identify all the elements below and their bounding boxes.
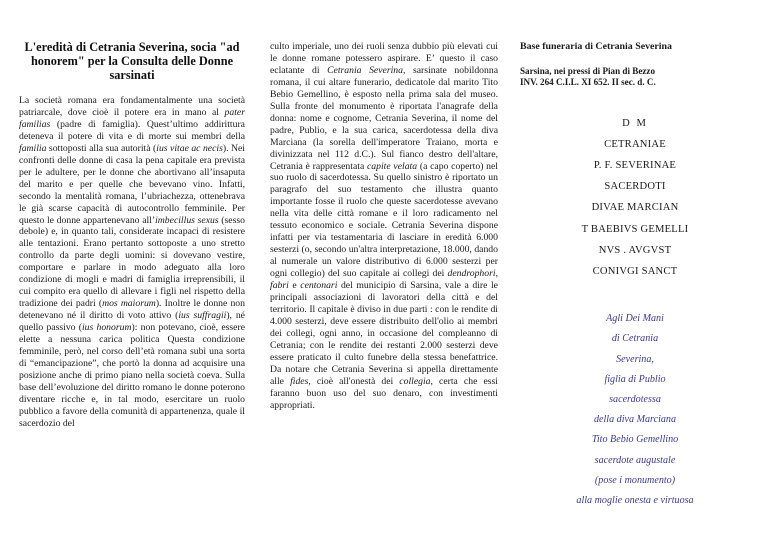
- inscription-line: D M: [622, 117, 648, 129]
- text-run: ). Inoltre le donne non detenevano né il diritto di voto attivo (: [19, 298, 245, 322]
- artifact-details: [520, 66, 750, 89]
- translation-line: Agli Dei Mani: [606, 313, 664, 325]
- latin-term: ius suffragii: [178, 310, 227, 322]
- translation-line: Tito Bebio Gemellino: [591, 434, 679, 446]
- latin-term: fabri: [270, 280, 289, 292]
- latin-term: mos maiorum: [102, 298, 156, 310]
- translation-line: sacerdotessa: [609, 394, 661, 406]
- text-run: (sesso debole) e, in quanto tali, considerate incapaci di resistere alle tentazioni. Erano pertanto sottoposte a uno stretto controllo da parte degli uomini: si dovevano vestire, comportare e parlare in modo adeguato alla loro condizione di mogli e madri di famiglia irreprensibili, il cui compito era quello di allevare i figli nel rispetto della tradizione dei padri (: [19, 214, 245, 310]
- text-run: sottoposti alla sua autorità (: [46, 142, 157, 154]
- intro-paragraph: [19, 95, 245, 430]
- text-run: , sarsinate nobildonna romana, il cui altare funerario, dedicatole dal marito Tito Bebio Gemellino, è esposto nella prima sala del museo. Sulla fronte del monumento è riportata l'anagrafe della donna: nome e cognome, Cetrania Severina, il nome del padre, Publio, e la sua carica, sacerdotessa della diva Marciana (la sorella dell'imperatore Traiano, morta e divinizzata nel 112 d.C.). Sul fianco destro dell'altare, Cetrania è rappresentata: [270, 64, 499, 172]
- inscription-line: T BAEBIVS GEMELLI: [581, 223, 689, 235]
- text-run: ), né quello passivo (: [19, 310, 245, 334]
- latin-term: familia: [19, 142, 47, 154]
- latin-term: ius honorum: [81, 322, 132, 334]
- translation-line: Severina,: [616, 353, 654, 365]
- inscription-line: CONIVGI SANCT: [592, 266, 678, 278]
- translation-line: di Cetrania: [611, 333, 659, 345]
- text-run: e: [288, 280, 301, 292]
- column-middle: [270, 0, 498, 412]
- inscription-line: P. F. SEVERINAE: [593, 160, 677, 171]
- text-run: La società romana era fondamentalmente una società patriarcale, dove cioè il potere era in mano al: [19, 95, 245, 118]
- text-run: ): non potevano, cioè, essere elette a nessuna carica politica Questa condizione femminile, però, nel corso dell’età romana subì una sorta di “emancipazione”, che portò la donna ad acquisire una posizione anche di primo piano nella società coeva. Sulla base dell’evoluzione del diritto romano le donne poterono diventare ricche e, in tal modo, esercitare un ruolo pubblico a favore della comunità di appartenenza, quale il sacerdozio del: [19, 322, 245, 429]
- translation-line: (pose i monumento): [594, 474, 676, 486]
- latin-term: pater familias: [19, 106, 245, 130]
- latin-term: Cetrania Severina: [327, 64, 403, 76]
- latin-term: imbecillus sexus: [155, 214, 219, 226]
- translation-line: della diva Marciana: [593, 414, 677, 426]
- text-run: , cioè all'onestà dei: [308, 375, 400, 387]
- latin-term: dendrophori: [447, 268, 496, 280]
- text-run: del municipio di Sarsina, vale a dire le principali associazioni di lavoratori della città e del territorio. Il capitale è diviso in due parti : con le rendite di 4.000 sesterzi, deve essere distribuito dell'olio ai membri dei collegi, ogni anno, in occasione del compleanno di Cetrania; con le rendite dei restanti 2.000 sesterzi deve essere praticato il culto funebre della stessa benefattrice. Da notare che Cetrania Severina si appella direttamente alle: [270, 280, 498, 387]
- latin-term: fides: [290, 375, 309, 387]
- latin-term: collegia: [399, 375, 431, 387]
- inscription-line: CETRANIAE: [604, 138, 666, 150]
- text-run: ). Nei confronti delle donne di casa la pena capitale era prevista per le adultere, per le donne che abortivano all’insaputa del marito e per quelle che bevevano vino. Infatti, secondo la mentalità romana, l’ubriachezza, ottenebrava le già scarse capacità di autocontrollo femminile. Per questo le donne appartenevano all’: [19, 142, 245, 226]
- inscription-translation: [520, 309, 750, 511]
- inscription-line: DIVAE MARCIAN: [591, 202, 679, 214]
- column-right: [520, 0, 750, 511]
- latin-term: centonari: [300, 280, 338, 292]
- continuation-paragraph: [270, 41, 498, 412]
- text-run: (padre di famiglia). Quest’ultimo addirittura deteneva il potere di vita e di morte sui membri della: [19, 118, 245, 142]
- artifact-location: Sarsina, nei pressi di Pian di Bezzo: [520, 66, 655, 76]
- inscription-line: SACERDOTI: [604, 181, 666, 193]
- latin-term: capite velata: [367, 160, 418, 172]
- translation-line: figlia di Publio: [604, 373, 666, 385]
- text-run: (a capo coperto) nel suo ruolo di sacerdotessa. Su quello sinistro è riportato un paragrafo del suo testamento che illustra quanto importante fosse il ruolo che queste sacerdotesse avevano nella vita delle città romane e il loro radicamento nel tessuto economico e sociale. Cetrania Severina dispone infatti per via testamentaria di lasciare in eredità 6.000 sesterzi (o, secondo un'altra interpretazione, 18.000, dando al numerale un valore distributivo di 6.000 sesterzi per ogni collegio) del suo capitale ai collegi dei: [270, 160, 499, 280]
- inscription-line: NVS . AVGVST: [598, 244, 672, 256]
- text-run: culto imperiale, uno dei ruoli senza dubbio più elevati cui le donne romane potessero aspirare. E’ questo il caso eclatante di: [270, 41, 498, 76]
- translation-line: sacerdote augustale: [594, 454, 676, 466]
- artifact-title: Base funeraria di Cetrania Severina: [520, 41, 672, 52]
- artifact-inventory: INV. 264 C.I.L. XI 652. II sec. d. C.: [520, 77, 656, 88]
- latin-inscription: [520, 113, 750, 283]
- column-left: [19, 0, 245, 430]
- article-title: L'eredità di Cetrania Severina, socia "ad honorem" per la Consulta delle Donne sarsinati: [24, 40, 240, 82]
- text-run: ,: [495, 268, 498, 280]
- latin-term: ius vitae ac necis: [156, 142, 223, 154]
- translation-line: alla moglie onesta e virtuosa: [576, 495, 694, 507]
- text-run: , certa che essi faranno buon uso del suo denaro, con investimenti appropriati.: [270, 375, 498, 411]
